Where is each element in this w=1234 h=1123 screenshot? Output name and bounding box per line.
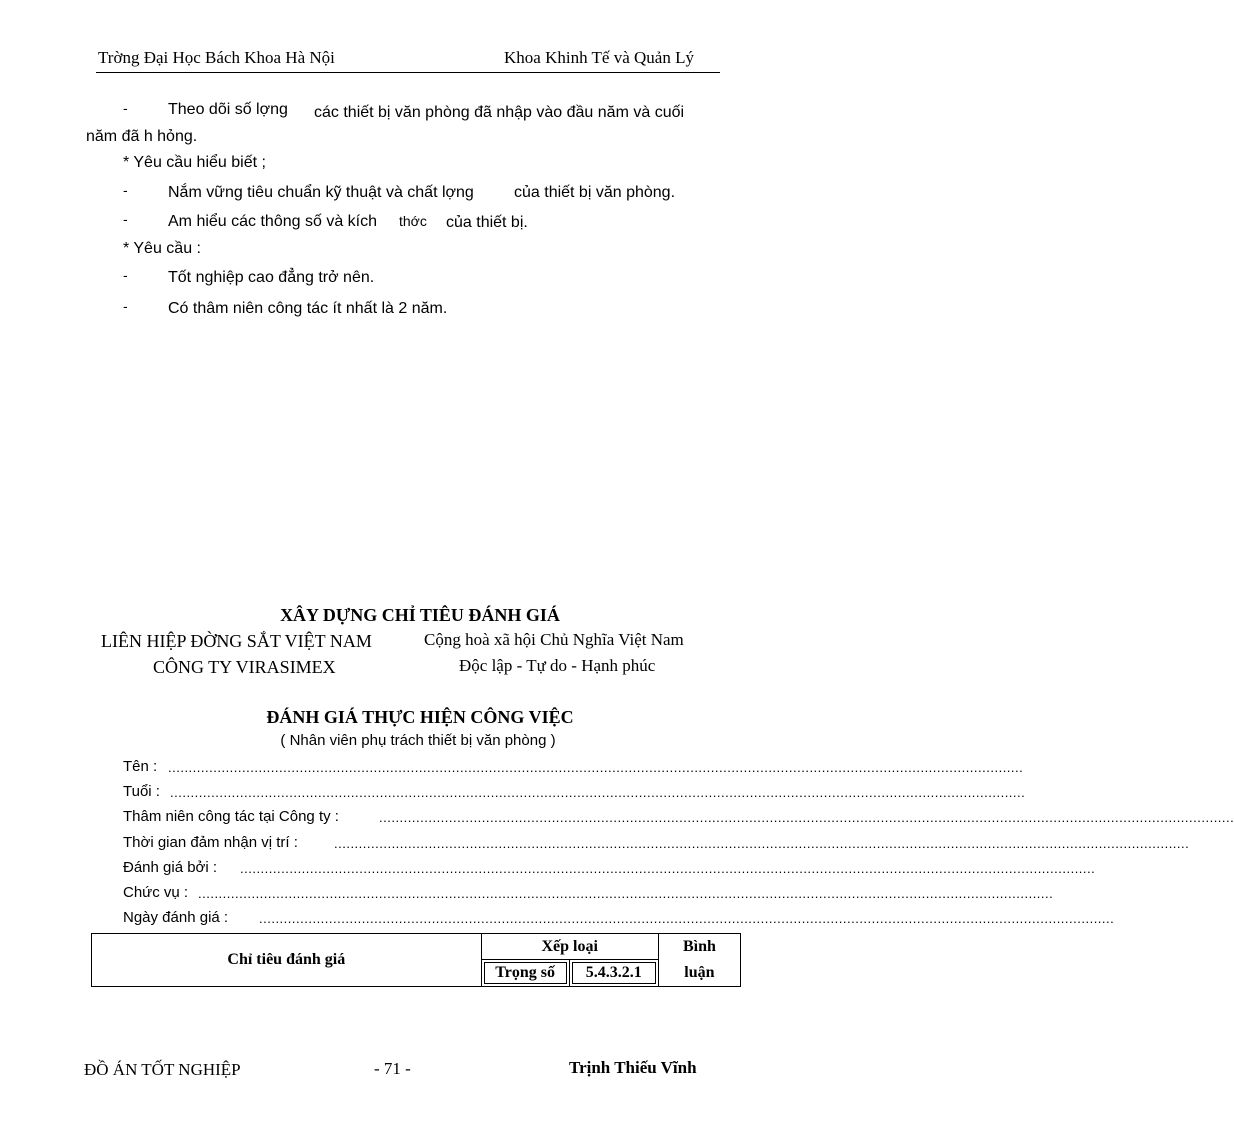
knowledge-2-text-end: của thiết bị. xyxy=(446,214,528,231)
evaluation-title: ĐÁNH GIÁ THỰC HIỆN CÔNG VIỆC xyxy=(266,707,574,727)
org-name: LIÊN HIỆP ĐỜNG SẮT VIỆT NAM xyxy=(101,631,372,651)
header-faculty: Khoa Khinh Tế và Quản Lý xyxy=(504,48,694,67)
comment-header-line1: Bình xyxy=(658,934,740,960)
evaluation-table xyxy=(91,933,741,987)
duty-1-text-cont: các thiết bị văn phòng đã nhập vào đầu năm và cuối xyxy=(314,104,685,121)
footer-project: ĐỒ ÁN TỐT NGHIỆP xyxy=(84,1060,241,1079)
footer-page-number: - 71 - xyxy=(374,1059,411,1078)
bullet-dash: - xyxy=(123,182,128,198)
duty-1-text: Theo dõi số lợng xyxy=(168,101,288,118)
field-age-label: Tuổi : xyxy=(123,783,160,800)
field-seniority-label: Thâm niên công tác tại Công ty : xyxy=(123,808,339,825)
knowledge-2-text: Am hiểu các thông số và kích xyxy=(168,213,377,230)
field-date-label: Ngày đánh giá : xyxy=(123,909,229,926)
requirement-2-text: Có thâm niên công tác ít nhất là 2 năm. xyxy=(168,300,448,317)
field-name-line[interactable]: ................................................................................................................................................................................................................ xyxy=(168,760,1024,775)
field-position-line[interactable]: ................................................................................................................................................................................................................ xyxy=(198,886,1054,901)
bullet-dash: - xyxy=(123,298,128,314)
field-age-line[interactable]: ................................................................................................................................................................................................................ xyxy=(170,785,1026,800)
field-evaluator-line[interactable]: ................................................................................................................................................................................................................ xyxy=(240,861,1096,876)
knowledge-1-text-cont: của thiết bị văn phòng. xyxy=(514,184,676,201)
bullet-dash: - xyxy=(123,100,128,116)
field-seniority-line[interactable]: ................................................................................................................................................................................................................ xyxy=(379,810,1234,825)
duty-1-wrap: năm đã h hỏng. xyxy=(86,128,198,145)
weight-header xyxy=(481,960,569,987)
national-slogan: Độc lập - Tự do - Hạnh phúc xyxy=(459,656,656,675)
knowledge-heading: * Yêu cầu hiểu biết ; xyxy=(123,154,266,171)
bullet-dash: - xyxy=(123,267,128,283)
rank-header: Xếp loại xyxy=(481,934,658,960)
knowledge-2-text-mid: thớc xyxy=(399,213,427,229)
requirement-1-text: Tốt nghiệp cao đẳng trở nên. xyxy=(168,269,375,286)
field-tenure-line[interactable]: ................................................................................................................................................................................................................ xyxy=(334,836,1190,851)
bullet-dash: - xyxy=(123,211,128,227)
requirements-heading: * Yêu cầu : xyxy=(123,240,201,257)
field-name-label: Tên : xyxy=(123,758,158,775)
field-evaluator-label: Đánh giá bởi : xyxy=(123,859,218,876)
evaluation-subtitle: ( Nhân viên phụ trách thiết bị văn phòng ) xyxy=(280,732,556,749)
footer-author: Trịnh Thiếu Vĩnh xyxy=(569,1058,697,1077)
section-title: XÂY DỰNG CHỈ TIÊU ĐÁNH GIÁ xyxy=(280,605,560,625)
field-position-label: Chức vụ : xyxy=(123,884,189,901)
header-rule xyxy=(96,72,720,73)
company-name: CÔNG TY VIRASIMEX xyxy=(153,657,336,677)
field-tenure-label: Thời gian đảm nhận vị trí : xyxy=(123,834,298,851)
knowledge-1-text: Nắm vững tiêu chuẩn kỹ thuật và chất lợng xyxy=(168,184,474,201)
scale-header-label: 5.4.3.2.1 xyxy=(572,962,656,984)
national-motto: Cộng hoà xã hội Chủ Nghĩa Việt Nam xyxy=(424,630,684,649)
weight-header-label: Trọng số xyxy=(484,962,567,984)
criteria-header: Chỉ tiêu đánh giá xyxy=(92,934,482,987)
scale-header xyxy=(569,960,658,987)
comment-header-line2: luận xyxy=(658,960,740,987)
field-date-line[interactable]: ................................................................................................................................................................................................................ xyxy=(259,911,1115,926)
header-school: Trờng Đại Học Bách Khoa Hà Nội xyxy=(98,48,335,67)
